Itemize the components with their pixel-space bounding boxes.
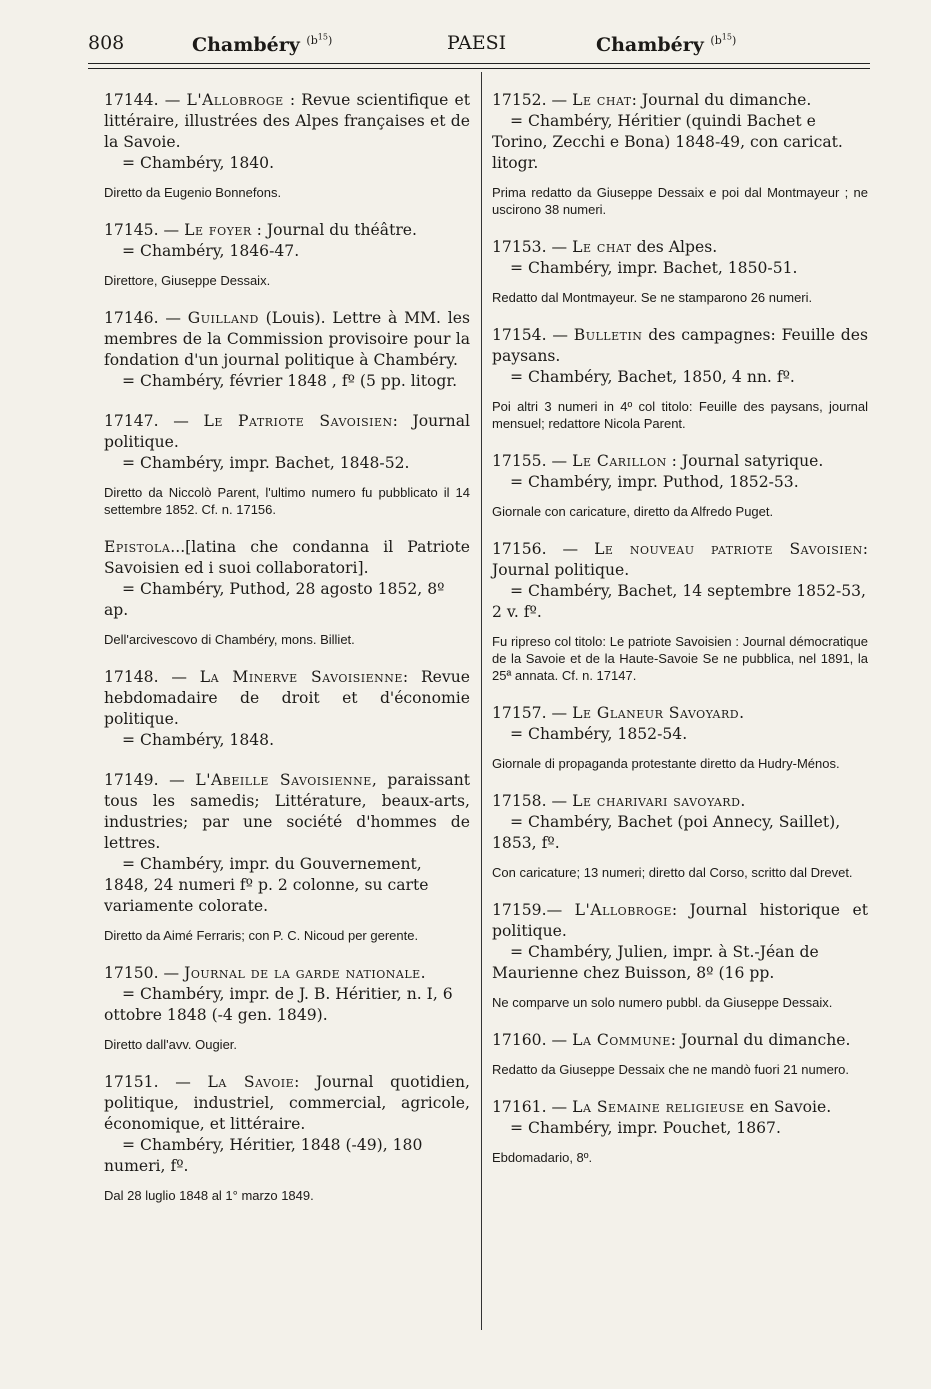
entry-number: 17151. <box>104 1073 159 1091</box>
entry-number: 17155. <box>492 452 547 470</box>
entry-heading <box>104 963 470 984</box>
entry-title: Epistola <box>104 538 171 556</box>
entry-description: des Alpes. <box>631 238 718 256</box>
section-title: PAESI <box>447 32 507 54</box>
entry-imprint: = Chambéry, impr. du Gouvernement, 1848, 24 numeri fº p. 2 colonne, su carte variamente colorate. <box>104 855 429 915</box>
entry-title: La Savoie <box>207 1073 295 1091</box>
entry-note: Redatto dal Montmayeur. Se ne stamparono 26 numeri. <box>492 290 813 305</box>
entry-dash: — <box>546 1031 573 1049</box>
entry-title: L'Allobroge <box>574 901 672 919</box>
sup-suffix-left: ) <box>327 33 333 47</box>
entry-title: Le Patriote Savoisien <box>203 412 393 430</box>
entry-note: Diretto da Eugenio Bonnefons. <box>104 185 282 200</box>
entry-number: 17144. <box>104 91 159 109</box>
entry-title: Le Glaneur Savoyard <box>572 704 740 722</box>
sup-prefix-right: (b <box>710 33 722 47</box>
entry-dash: — <box>546 704 573 722</box>
catalog-entry <box>104 770 470 944</box>
entry-heading <box>492 237 868 258</box>
catalog-entry <box>104 667 470 751</box>
entry-heading <box>104 90 470 153</box>
entry-number: 17154. <box>492 326 547 344</box>
catalog-entry <box>492 90 868 218</box>
entry-heading <box>492 703 868 724</box>
entry-dash: — <box>158 309 188 327</box>
entry-imprint: = Chambéry, impr. Bachet, 1850-51. <box>510 259 798 277</box>
entry-dash: — <box>546 540 595 558</box>
entry-number: 17150. <box>104 964 159 982</box>
sup-prefix-left: (b <box>306 33 318 47</box>
catalog-entry <box>492 237 868 306</box>
entry-heading <box>492 90 868 111</box>
entry-heading <box>492 539 868 581</box>
entry-imprint: = Chambéry, 1848. <box>122 731 275 749</box>
entry-imprint: = Chambéry, 1852-54. <box>510 725 688 743</box>
entry-dash: — <box>158 771 196 789</box>
entry-title: Le nouveau patriote Savoisien <box>594 540 863 558</box>
entry-title: Journal de la garde nationale <box>184 964 421 982</box>
entry-dash: — <box>158 1073 208 1091</box>
catalog-entry <box>492 1097 868 1166</box>
entry-number: 17160. <box>492 1031 547 1049</box>
entry-imprint: = Chambéry, Julien, impr. à St.-Jéan de Maurienne chez Buisson, 8º (16 pp. <box>492 943 819 982</box>
entry-title: Guilland <box>187 309 259 327</box>
entry-number: 17161. <box>492 1098 547 1116</box>
entry-imprint: = Chambéry, Bachet, 14 septembre 1852-53, 2 v. fº. <box>492 582 867 621</box>
entry-dash: — <box>546 326 574 344</box>
entry-dash: — <box>158 668 200 686</box>
header-rule-top <box>88 63 870 64</box>
entry-number: 17158. <box>492 792 547 810</box>
catalog-entry <box>104 963 470 1053</box>
entry-note: Diretto dall'avv. Ougier. <box>104 1037 238 1052</box>
catalog-entry <box>104 1072 470 1204</box>
catalog-entry <box>492 703 868 772</box>
entry-imprint: = Chambéry, Héritier (quindi Bachet e Torino, Zecchi e Bona) 1848-49, con caricat. litogr. <box>492 112 843 172</box>
entry-note: Dal 28 luglio 1848 al 1° marzo 1849. <box>104 1188 314 1203</box>
catalog-entry <box>492 539 868 684</box>
sup-number-right: 15 <box>721 32 732 41</box>
entry-note: Fu ripreso col titolo: Le patriote Savoisien : Journal démocratique de la Savoie et de la Haute-Savoie Se ne pubblica, nel 1891, la 25ª annata. Cf. n. 17147. <box>492 634 868 683</box>
sup-number-left: 15 <box>317 32 328 41</box>
entry-heading <box>104 220 470 241</box>
entry-imprint: = Chambéry, 1840. <box>122 154 275 172</box>
entry-heading <box>104 1072 470 1135</box>
entry-title: Le charivari savoyard <box>572 792 741 810</box>
entry-heading <box>104 770 470 854</box>
entry-note: Prima redatto da Giuseppe Dessaix e poi dal Montmayeur ; ne uscirono 38 numeri. <box>492 185 868 217</box>
catalog-entry <box>104 411 470 518</box>
entry-note: Redatto da Giuseppe Dessaix che ne mandò fuori 21 numero. <box>492 1062 849 1077</box>
entry-dash: — <box>158 964 185 982</box>
entry-number: 17156. <box>492 540 547 558</box>
entry-description: . <box>739 704 745 722</box>
catalog-entry <box>492 900 868 1011</box>
entry-heading <box>492 325 868 367</box>
entry-number: 17145. <box>104 221 159 239</box>
header-rule-bottom <box>88 68 870 69</box>
entry-dash: — <box>158 91 187 109</box>
entry-description: : Journal du théâtre. <box>251 221 417 239</box>
page-number: 808 <box>88 32 125 54</box>
entry-description: : Journal politique. <box>104 412 470 451</box>
entry-number: 17159. <box>492 901 547 919</box>
entry-number: 17149. <box>104 771 159 789</box>
entry-dash: — <box>546 792 573 810</box>
entry-note: Giornale con caricature, diretto da Alfredo Puget. <box>492 504 774 519</box>
entry-heading <box>104 537 470 579</box>
entry-imprint: = Chambéry, Bachet, 1850, 4 nn. fº. <box>510 368 795 386</box>
entry-number: 17157. <box>492 704 547 722</box>
catalog-entry <box>492 325 868 432</box>
entry-heading <box>492 1097 868 1118</box>
entry-dash: — <box>546 452 573 470</box>
entry-title: Le foyer <box>184 221 252 239</box>
entry-imprint: = Chambéry, 1846-47. <box>122 242 300 260</box>
running-header <box>88 28 870 58</box>
entry-description: ...[latina che condanna il Patriote Savoisien ed i suoi collaboratori]. <box>104 538 470 577</box>
running-title-right-sup <box>710 34 736 47</box>
entry-title: La Semaine religieuse <box>572 1098 745 1116</box>
entry-description: : Journal du dimanche. <box>670 1031 851 1049</box>
running-title-left <box>192 32 332 56</box>
entry-description: : Journal du dimanche. <box>631 91 812 109</box>
entry-heading <box>104 667 470 730</box>
entry-title: L'Allobroge <box>186 91 284 109</box>
entry-description: (Louis). Lettre à MM. les membres de la Commission provisoire pour la fondation d'un journal politique à Chambéry. <box>104 309 471 369</box>
entry-imprint: = Chambéry, impr. Puthod, 1852-53. <box>510 473 799 491</box>
entry-dash: — <box>158 221 185 239</box>
catalog-entry <box>492 1030 868 1078</box>
entry-title: La Commune <box>572 1031 671 1049</box>
catalog-entry <box>104 537 470 648</box>
catalog-entry <box>104 308 470 392</box>
running-title-right-text: Chambéry <box>596 33 704 56</box>
entry-heading <box>492 900 868 942</box>
entry-title: Bulletin <box>573 326 643 344</box>
entry-description: : Journal satyrique. <box>666 452 824 470</box>
catalog-entry <box>492 791 868 881</box>
entry-description: , paraissant tous les samedis; Littérature, beaux-arts, industries; par une société d'hommes de lettres. <box>104 771 470 852</box>
entry-heading <box>492 791 868 812</box>
entry-imprint: = Chambéry, Puthod, 28 agosto 1852, 8º ap. <box>104 580 445 619</box>
entry-note: Con caricature; 13 numeri; diretto dal Corso, scritto dal Drevet. <box>492 865 853 880</box>
entry-note: Direttore, Giuseppe Dessaix. <box>104 273 271 288</box>
entry-imprint: = Chambéry, Bachet (poi Annecy, Saillet), 1853, fº. <box>492 813 841 852</box>
entry-note: Diretto da Aimé Ferraris; con P. C. Nicoud per gerente. <box>104 928 419 943</box>
sup-suffix-right: ) <box>731 33 737 47</box>
entry-imprint: = Chambéry, février 1848 , fº (5 pp. litogr. <box>122 372 458 390</box>
right-column <box>492 90 868 1185</box>
entry-note: Ebdomadario, 8º. <box>492 1150 593 1165</box>
entry-description: . <box>740 792 746 810</box>
entry-number: 17152. <box>492 91 547 109</box>
entry-heading <box>492 451 868 472</box>
entry-title: Le chat <box>572 238 632 256</box>
entry-number: 17148. <box>104 668 159 686</box>
entry-description: : Revue scientifique et littéraire, illustrées des Alpes françaises et de la Savoie. <box>104 91 470 151</box>
catalog-entry <box>492 451 868 520</box>
entry-description: . <box>420 964 426 982</box>
entry-title: L'Abeille Savoisienne <box>195 771 372 789</box>
entry-description: en Savoie. <box>744 1098 832 1116</box>
entry-imprint: = Chambéry, Héritier, 1848 (-49), 180 numeri, fº. <box>104 1136 423 1175</box>
entry-note: Poi altri 3 numeri in 4º col titolo: Feuille des paysans, journal mensuel; redattore Nicola Parent. <box>492 399 868 431</box>
running-title-right <box>596 32 736 56</box>
catalog-entry <box>104 220 470 289</box>
entry-dash: — <box>546 1098 573 1116</box>
entry-note: Giornale di propaganda protestante diretto da Hudry-Ménos. <box>492 756 840 771</box>
entry-dash: — <box>546 238 573 256</box>
entry-title: Le Carillon <box>572 452 667 470</box>
entry-number: 17146. <box>104 309 159 327</box>
running-title-left-sup <box>306 34 332 47</box>
left-column <box>104 90 470 1223</box>
entry-dash: — <box>546 901 575 919</box>
entry-description: : Journal quotidien, politique, industriel, commercial, agricole, économique, et littéraire. <box>104 1073 471 1133</box>
entry-note: Diretto da Niccolò Parent, l'ultimo numero fu pubblicato il 14 settembre 1852. Cf. n. 17156. <box>104 485 470 517</box>
entry-heading <box>492 1030 868 1051</box>
entry-imprint: = Chambéry, impr. Pouchet, 1867. <box>510 1119 781 1137</box>
entry-note: Ne comparve un solo numero pubbl. da Giuseppe Dessaix. <box>492 995 833 1010</box>
entry-imprint: = Chambéry, impr. de J. B. Héritier, n. I, 6 ottobre 1848 (-4 gen. 1849). <box>104 985 453 1024</box>
entry-note: Dell'arcivescovo di Chambéry, mons. Billiet. <box>104 632 355 647</box>
entry-number: 17147. <box>104 412 159 430</box>
entry-imprint: = Chambéry, impr. Bachet, 1848-52. <box>122 454 410 472</box>
entry-heading <box>104 308 470 371</box>
entry-description: des campagnes: Feuille des paysans. <box>492 326 868 365</box>
entry-title: Le chat <box>572 91 632 109</box>
entry-description: : Revue hebdomadaire de droit et d'économie politique. <box>104 668 470 728</box>
entry-dash: — <box>546 91 573 109</box>
entry-title: La Minerve Savoisienne <box>199 668 403 686</box>
entry-description: : Journal historique et politique. <box>492 901 868 940</box>
catalog-entry <box>104 90 470 201</box>
entry-number: 17153. <box>492 238 547 256</box>
entry-description: : Journal politique. <box>492 540 868 579</box>
entry-dash: — <box>158 412 204 430</box>
column-divider <box>481 72 482 1330</box>
running-title-left-text: Chambéry <box>192 33 300 56</box>
entry-heading <box>104 411 470 453</box>
